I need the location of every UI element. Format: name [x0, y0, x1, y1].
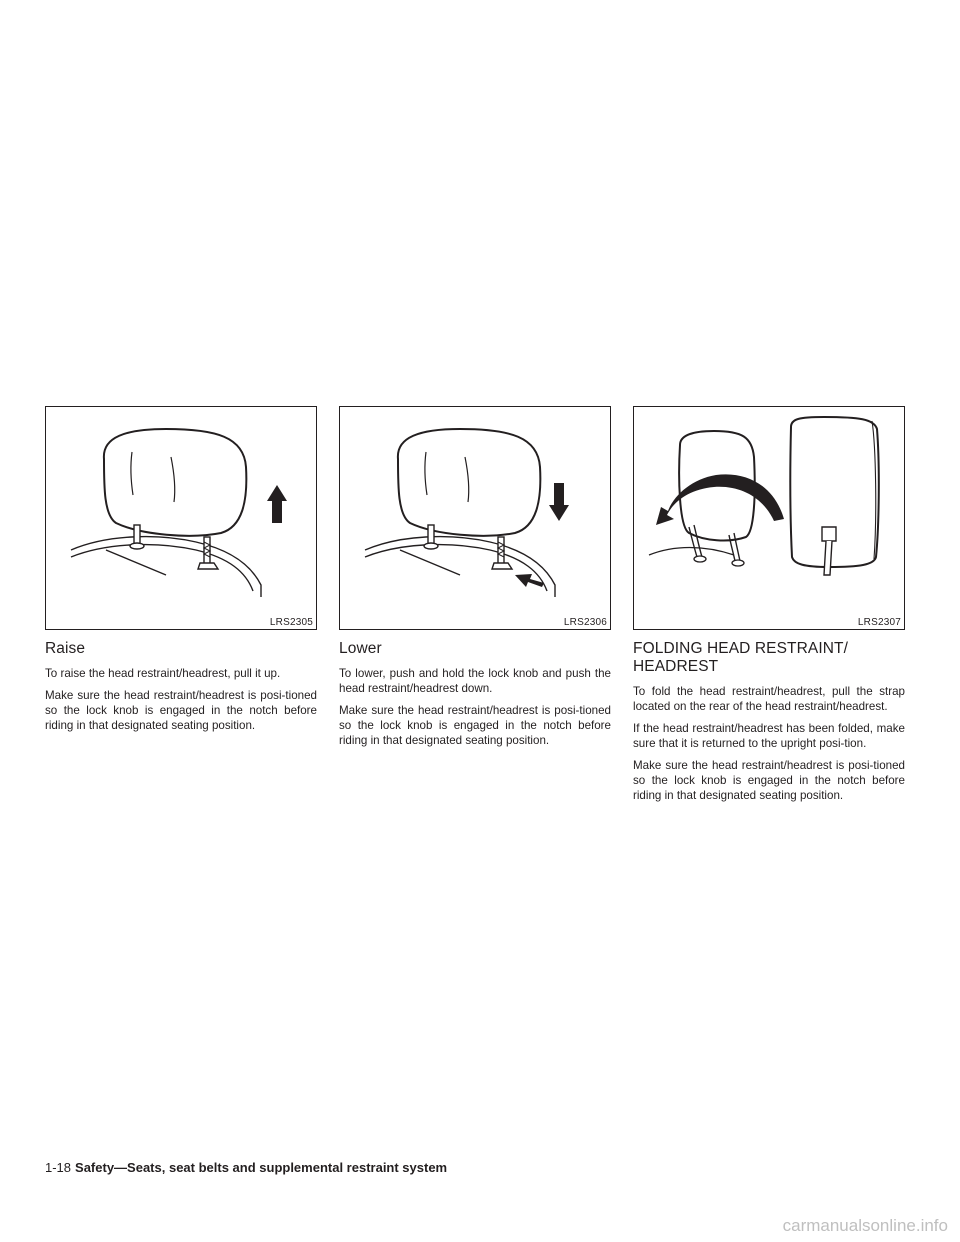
figure-code: LRS2307 — [857, 617, 901, 628]
paragraph: Make sure the head restraint/headrest is posi-tioned so the lock knob is engaged in the notch before riding in that designated seating position. — [45, 689, 317, 732]
figure-lower — [339, 406, 611, 630]
paragraph: Make sure the head restraint/headrest is posi-tioned so the lock knob is engaged in the notch before riding in that designated seating position. — [633, 759, 905, 802]
figure-raise — [45, 406, 317, 630]
figure-folding — [633, 406, 905, 630]
chapter-title: Safety—Seats, seat belts and supplemental restraint system — [75, 1160, 448, 1175]
heading-line-1: FOLDING HEAD RESTRAINT/ — [633, 640, 849, 657]
paragraph: Make sure the head restraint/headrest is posi-tioned so the lock knob is engaged in the notch before riding in that designated seating position. — [339, 704, 611, 747]
page-number: 1-18 — [45, 1160, 72, 1175]
figure-code: LRS2306 — [563, 617, 607, 628]
watermark: carmanualsonline.info — [782, 1216, 948, 1235]
heading-raise: Raise — [45, 640, 86, 657]
heading-folding — [633, 640, 905, 676]
paragraph: To fold the head restraint/headrest, pull the strap located on the rear of the head restraint/headrest. — [633, 685, 905, 713]
paragraph: To lower, push and hold the lock knob and push the head restraint/headrest down. — [339, 667, 611, 695]
heading-lower: Lower — [339, 640, 382, 657]
paragraph: To raise the head restraint/headrest, pull it up. — [45, 667, 281, 680]
headrest-raise-illustration — [46, 407, 316, 629]
section-folding — [633, 406, 905, 810]
page-footer — [45, 1160, 447, 1175]
paragraph: If the head restraint/headrest has been folded, make sure that it is returned to the upright posi-tion. — [633, 722, 905, 750]
section-raise — [45, 406, 317, 740]
headrest-folding-illustration — [634, 407, 904, 629]
headrest-lower-illustration — [340, 407, 610, 629]
figure-code: LRS2305 — [269, 617, 313, 628]
section-lower — [339, 406, 611, 755]
heading-line-2: HEADREST — [633, 658, 719, 675]
